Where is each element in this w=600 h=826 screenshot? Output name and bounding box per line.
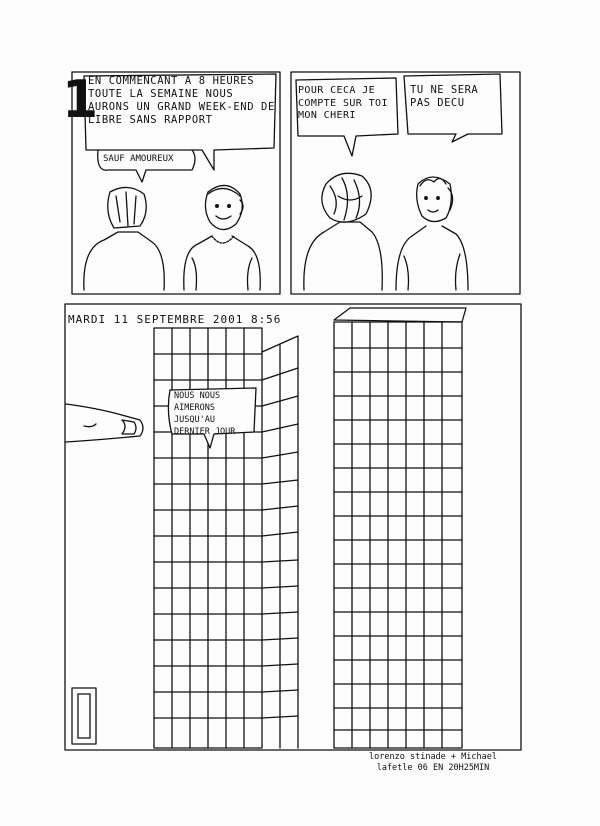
tower-1-side [262,336,298,748]
panel-3-bubble-text: NOUS NOUS AIMERONS JUSQU'AU DERNIER JOUR [174,391,236,437]
panel-1-character-front-body [184,236,260,290]
tower-2-top [334,308,466,322]
panel-2-character-front-body [396,226,468,290]
panel-1-reply: SAUF AMOUREUX [103,154,174,164]
panel-3-date-caption: MARDI 11 SEPTEMBRE 2001 8:56 [68,313,282,326]
tower-2-grid [334,322,462,748]
panel-2-bubble-left-text: POUR CECA JE COMPTE SUR TOI MON CHERI [298,85,388,121]
panel-3-pointing-finger [66,404,143,442]
panel-2-character-back-body [304,222,382,290]
panel-1-caption: EN COMMENCANT A 8 HEURES TOUTE LA SEMAINE NOUS AURONS UN GRAND WEEK-END DE LIBRE SANS RAPPORT [88,75,275,127]
credits-signature: lorenzo stinade + Michael lafetle 06 EN 20H25MIN [369,752,497,774]
panel-2-character-back-head [322,173,371,222]
panel-1-character-back-body [84,232,164,290]
panel-1-number: 1 [62,70,99,130]
panel-3-frame [65,304,521,750]
panel-2-bubble-right-text: TU NE SERA PAS DECU [410,84,479,110]
panel-3-door [72,688,96,744]
